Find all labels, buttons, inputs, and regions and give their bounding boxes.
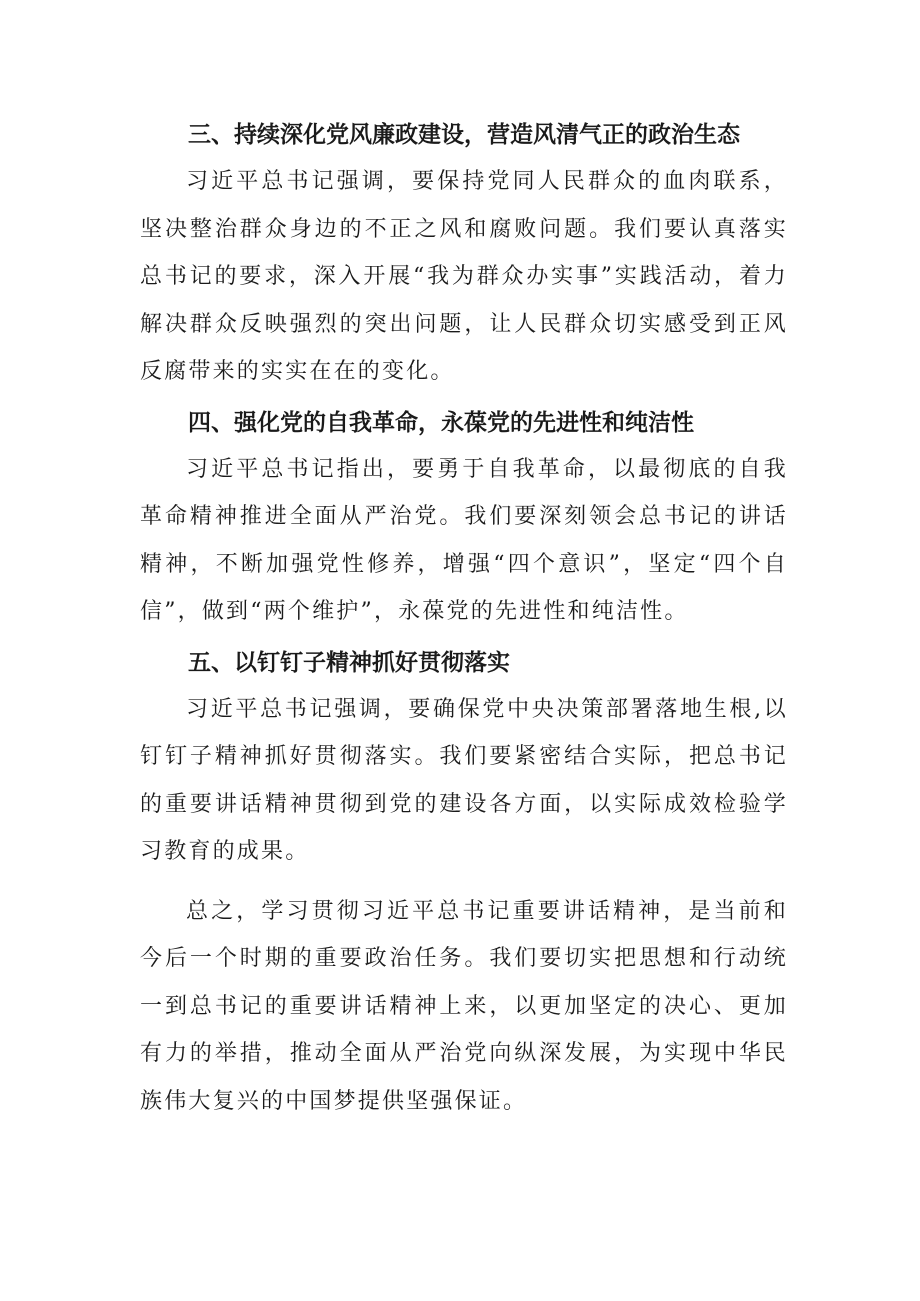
section-heading-4: 四、强化党的自我革命，永葆党的先进性和纯洁性 bbox=[188, 409, 694, 436]
section-paragraph-4: 习近平总书记指出，要勇于自我革命，以最彻底的自我革命精神推进全面从严治党。我们要深刻领会总书记的讲话精神，不断加强党性修养，增强“四个意识”，坚定“四个自信”，做到“两个维护”，永葆党的先进性和纯洁性。 bbox=[140, 456, 788, 624]
section-paragraph-5: 习近平总书记强调，要确保党中央决策部署落地生根,以钉钉子精神抓好贯彻落实。我们要紧密结合实际，把总书记的重要讲话精神贯彻到党的建设各方面，以实际成效检验学习教育的成果。 bbox=[140, 696, 788, 864]
document-body bbox=[140, 112, 788, 1125]
section-heading-5: 五、以钉钉子精神抓好贯彻落实 bbox=[188, 649, 510, 676]
conclusion-paragraph: 总之，学习贯彻习近平总书记重要讲话精神，是当前和今后一个时期的重要政治任务。我们要切实把思想和行动统一到总书记的重要讲话精神上来，以更加坚定的决心、更加有力的举措，推动全面从严治党向纵深发展，为实现中华民族伟大复兴的中国梦提供坚强保证。 bbox=[140, 898, 788, 1114]
spacer bbox=[140, 876, 788, 888]
section-paragraph-3: 习近平总书记强调，要保持党同人民群众的血肉联系，坚决整治群众身边的不正之风和腐败问题。我们要认真落实总书记的要求，深入开展“我为群众办实事”实践活动，着力解决群众反映强烈的突出问题，让人民群众切实感受到正风反腐带来的实实在在的变化。 bbox=[140, 169, 788, 384]
section-heading-3: 三、持续深化党风廉政建设，营造风清气正的政治生态 bbox=[188, 122, 740, 148]
